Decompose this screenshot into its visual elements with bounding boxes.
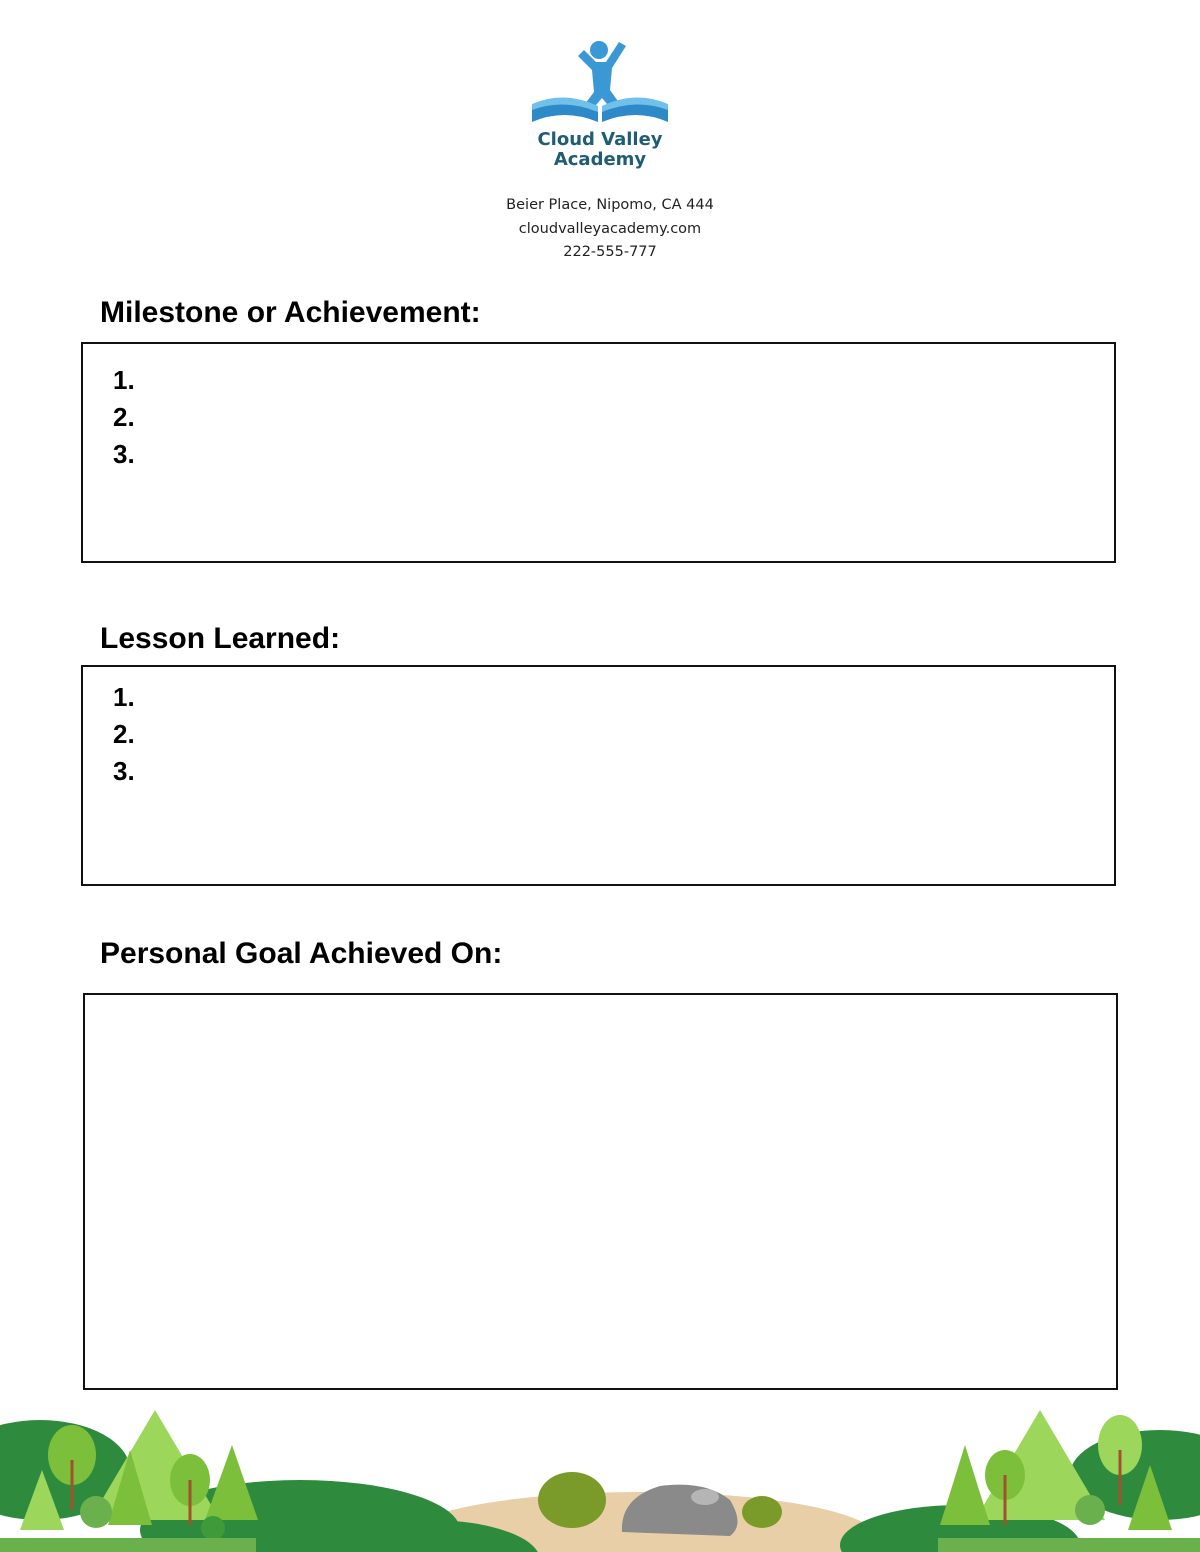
academy-name bbox=[500, 130, 700, 170]
contact-info bbox=[450, 194, 770, 265]
milestone-heading: Milestone or Achievement: bbox=[100, 296, 481, 329]
lesson-heading: Lesson Learned: bbox=[100, 622, 341, 655]
website: cloudvalleyacademy.com bbox=[518, 220, 702, 237]
list-item: 3. bbox=[113, 756, 135, 786]
academy-name-line1: Cloud Valley bbox=[537, 129, 663, 150]
goal-box[interactable] bbox=[83, 993, 1118, 1390]
phone: 222-555-777 bbox=[563, 244, 657, 260]
milestone-list bbox=[113, 362, 135, 473]
lesson-box[interactable] bbox=[81, 665, 1116, 886]
list-item: 1. bbox=[113, 365, 135, 395]
landscape-illustration bbox=[0, 1400, 1200, 1552]
list-item: 3. bbox=[113, 439, 135, 469]
list-item: 1. bbox=[113, 682, 135, 712]
goal-heading: Personal Goal Achieved On: bbox=[100, 937, 503, 970]
academy-name-line2: Academy bbox=[553, 149, 647, 170]
address: Beier Place, Nipomo, CA 444 bbox=[506, 197, 714, 213]
list-item: 2. bbox=[113, 719, 135, 749]
lesson-list bbox=[113, 679, 135, 790]
list-item: 2. bbox=[113, 402, 135, 432]
milestone-box[interactable] bbox=[81, 342, 1116, 563]
